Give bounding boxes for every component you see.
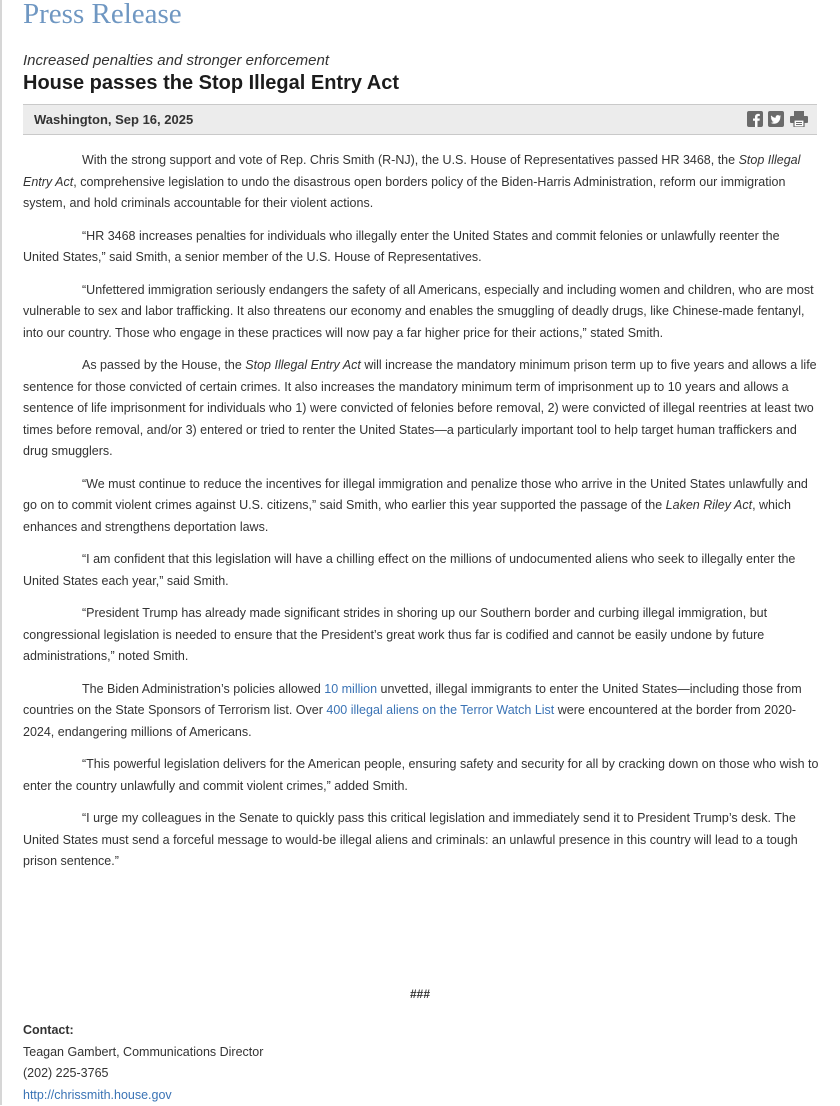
twitter-icon[interactable] xyxy=(768,111,784,127)
subtitle: Increased penalties and stronger enforcement xyxy=(23,52,330,69)
print-icon[interactable] xyxy=(789,111,805,127)
page-title: Press Release xyxy=(23,0,182,30)
article-body xyxy=(23,150,819,884)
paragraph: “This powerful legislation delivers for the American people, ensuring safety and security for all by cracking down on those who wish to enter the country unlawfully and commit violent crimes,” added Smith. xyxy=(23,757,819,793)
terror-watch-list-link[interactable]: 400 illegal aliens on the Terror Watch List xyxy=(326,703,555,717)
paragraph: “Unfettered immigration seriously endangers the safety of all Americans, especially and including women and children, who are most vulnerable to sex and labor trafficking. It also threatens our economy and enables the smuggling of deadly drugs, like Chinese-made fentanyl, into our country. Those who engage in these practices will now pay a far higher price for their actions,” stated Smith. xyxy=(23,282,814,340)
paragraph: “HR 3468 increases penalties for individuals who illegally enter the United States and commit felonies or unlawfully reenter the United States,” said Smith, a senior member of the U.S. House of Representatives. xyxy=(23,228,780,264)
paragraph: The Biden Administration’s policies allowed 10 million unvetted, illegal immigrants to enter the United States—including those from countries on the State Sponsors of Terrorism list. Over 400 illegal aliens on the Terror Watch List were encountered at the border from 2020-2024, endangering millions of Americans. xyxy=(23,681,802,739)
contact-name: Teagan Gambert, Communications Director xyxy=(23,1044,264,1059)
headline: House passes the Stop Illegal Entry Act xyxy=(23,72,400,94)
end-mark: ### xyxy=(409,987,431,1001)
paragraph: “We must continue to reduce the incentives for illegal immigration and penalize those who arrive in the United States unlawfully and go on to commit violent crimes against U.S. citizens,” said Smith, who earlier this year supported the passage of the Laken Riley Act, which enhances and strengthens deportation laws. xyxy=(23,476,808,534)
contact-phone: (202) 225-3765 xyxy=(23,1066,109,1080)
facebook-icon[interactable] xyxy=(747,111,763,127)
paragraph: “I urge my colleagues in the Senate to quickly pass this critical legislation and immediately send it to President Trump’s desk. The United States must send a forceful message to would-be illegal aliens and criminals: an unlawful presence in this country will lead to a tough prison sentence.” xyxy=(23,811,798,868)
paragraph: With the strong support and vote of Rep. Chris Smith (R-NJ), the U.S. House of Representatives passed HR 3468, the Stop Illegal Entry Act, comprehensive legislation to undo the disastrous open borders policy of the Biden-Harris Administration, reform our immigration system, and hold criminals accountable for their violent actions. xyxy=(23,153,801,210)
ten-million-link[interactable]: 10 million xyxy=(324,681,378,696)
paragraph: As passed by the House, the Stop Illegal Entry Act will increase the mandatory minimum prison term up to five years and allows a life sentence for those convicted of certain crimes. It also increases the mandatory minimum term of imprisonment up to 10 years and allows a sentence of life imprisonment for individuals who 1) were convicted of felonies before removal, 2) were convicted of illegal reentries at least two times before removal, and/or 3) entered or tried to renter the United States—a particularly important tool to help target human traffickers and drug smugglers. xyxy=(23,358,817,458)
paragraph: “President Trump has already made significant strides in shoring up our Southern border and curbing illegal immigration, but congressional legislation is needed to ensure that the President’s great work thus far is codified and cannot be easily undone by future administrations,” noted Smith. xyxy=(23,606,768,663)
contact-website-link[interactable]: http://chrissmith.house.gov xyxy=(23,1087,172,1102)
dateline-bar xyxy=(23,104,817,135)
share-icons xyxy=(747,111,805,127)
contact-label: Contact: xyxy=(23,1023,74,1037)
paragraph: “I am confident that this legislation will have a chilling effect on the millions of undocumented aliens who seek to illegally enter the United States each year,” said Smith. xyxy=(23,552,796,588)
dateline-text: Washington, Sep 16, 2025 xyxy=(34,112,194,127)
left-border xyxy=(0,0,2,1105)
contact-block xyxy=(23,1020,263,1106)
